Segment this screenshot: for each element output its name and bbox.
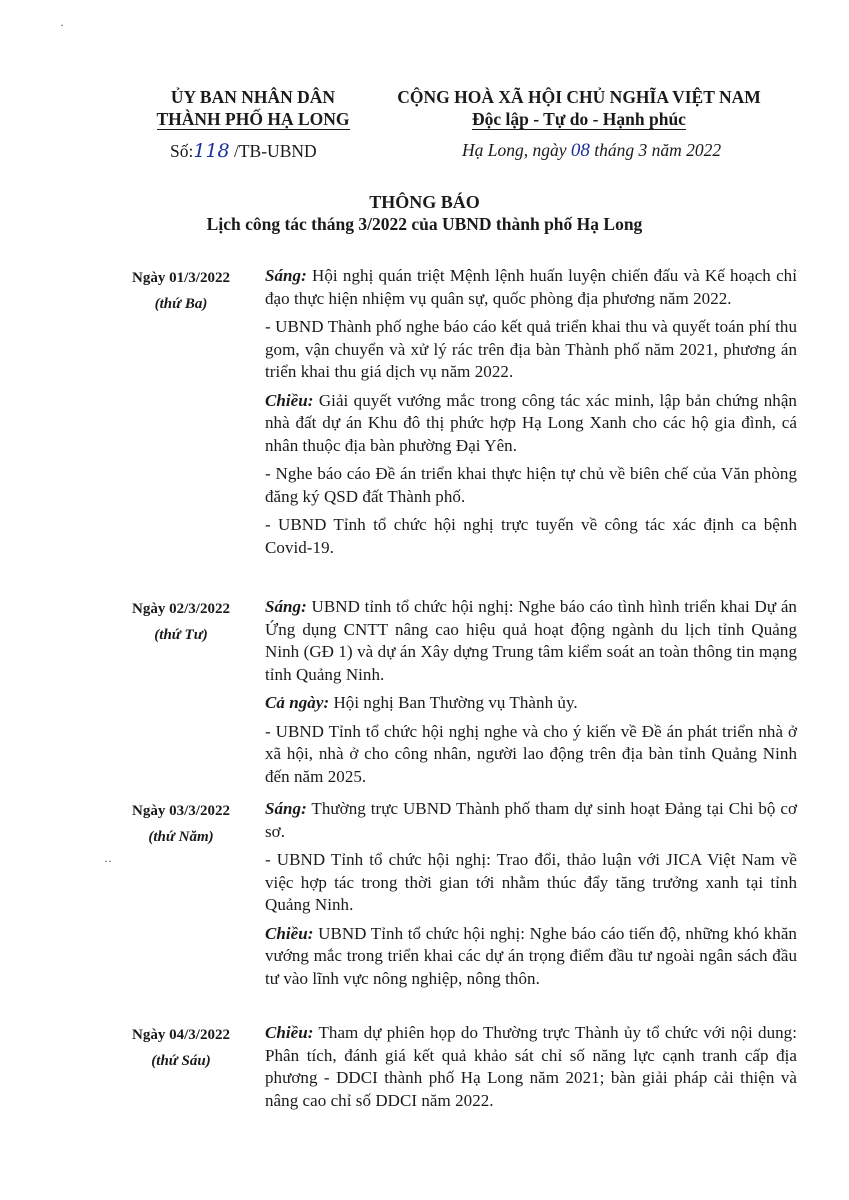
place-date-suffix: tháng 3 năm 2022 [589,140,722,160]
day-date: Ngày 02/3/2022 [132,601,230,617]
session-label: Sáng: [265,266,307,285]
day-weekday: (thứ Năm) [148,829,214,845]
place-and-date [462,140,721,162]
day-weekday: (thứ Tư) [154,627,208,643]
schedule-item [265,849,797,917]
day-date: Ngày 03/3/2022 [132,803,230,819]
session-label: Cả ngày: [265,693,330,712]
schedule-item [265,923,797,991]
item-text: - Nghe báo cáo Đề án triển khai thực hiện tự chủ về biên chế của Văn phòng đăng ký QSD đất Thành phố. [265,464,797,506]
schedule-item [265,463,797,508]
day-heading [96,798,266,850]
schedule-item [265,514,797,559]
document-number [170,140,317,162]
item-text: Giải quyết vướng mắc trong công tác xác minh, lập bản chứng nhận nhà đất dự án Khu đô thị phức hợp Hạ Long Xanh cho các hộ gia đình, cá nhân thuộc địa bàn phường Đại Yên. [265,390,797,455]
org-line-2: THÀNH PHỐ HẠ LONG [156,109,350,129]
item-text: Thường trực UBND Thành phố tham dự sinh hoạt Đảng tại Chi bộ cơ sơ. [265,799,797,841]
doc-number-handwritten: 118 [193,140,230,162]
place-date-day-handwritten: 08 [570,140,590,161]
item-text: - UBND Tỉnh tổ chức hội nghị nghe và cho ý kiến về Đề án phát triển nhà ở xã hội, nhà ở cho công nhân, người lao động trên địa bàn tỉnh Quảng Ninh đến năm 2025. [265,721,797,786]
day-content [265,1022,797,1118]
session-label: Chiều: [265,1023,314,1042]
item-text: - UBND Thành phố nghe báo cáo kết quả triển khai thu và quyết toán phí thu gom, vận chuyển và xử lý rác trên địa bàn Thành phố năm 2021, phương án triển khai thu giá dịch vụ năm 2022. [265,317,797,381]
day-date: Ngày 01/3/2022 [132,270,230,286]
issuing-organization [128,86,378,130]
nation-line-1: CỘNG HOÀ XÃ HỘI CHỦ NGHĨA VIỆT NAM [397,87,761,107]
session-label: Sáng: [265,597,307,616]
schedule-item [265,390,797,458]
schedule-item [265,596,797,686]
nation-line-2: Độc lập - Tự do - Hạnh phúc [472,109,686,129]
item-text: Hội nghị quán triệt Mệnh lệnh huấn luyện chiến đấu và Kế hoạch chỉ đạo thực hiện nhiệm vụ quân sự, quốc phòng địa phương năm 2022. [265,266,797,308]
schedule-item [265,798,797,843]
doc-number-prefix: Số: [170,141,194,161]
item-text: Hội nghị Ban Thường vụ Thành ủy. [329,693,578,712]
schedule-item [265,692,797,715]
document-title: THÔNG BÁO [369,192,480,212]
session-label: Chiều: [265,923,314,943]
item-text: UBND tỉnh tổ chức hội nghị: Nghe báo cáo tình hình triển khai Dự án Ứng dụng CNTT nâng cao hiệu quả hoạt động ngành du lịch tỉnh Quảng Ninh (GĐ 1) và dự án Xây dựng Trung tâm kiểm soát an toàn thông tin mạng tỉnh Quảng Ninh. [265,597,797,684]
item-text: Tham dự phiên họp do Thường trực Thành ủy tổ chức với nội dung: Phân tích, đánh giá kết quả khảo sát chỉ số năng lực cạnh tranh cấp địa phương - DDCI thành phố Hạ Long năm 2021; bàn giải pháp cải thiện và nâng cao chỉ số DDCI năm 2022. [265,1023,797,1110]
doc-number-suffix: /TB-UBND [229,141,317,161]
session-label: Sáng: [265,799,307,818]
day-heading [96,596,266,648]
day-content [265,798,797,996]
place-date-prefix: Hạ Long, ngày [462,140,571,160]
day-date: Ngày 04/3/2022 [132,1027,230,1043]
item-text: - UBND Tỉnh tổ chức hội nghị trực tuyến về công tác xác định ca bệnh Covid-19. [265,515,797,557]
day-weekday: (thứ Sáu) [151,1053,211,1069]
scan-speck: ·· [104,854,112,868]
day-heading [96,265,266,317]
item-text: - UBND Tỉnh tổ chức hội nghị: Trao đổi, thảo luận với JICA Việt Nam về việc hợp tác trong thời gian tới nhằm thúc đẩy tăng trưởng xanh tại tỉnh Quảng Ninh. [265,850,797,914]
day-content [265,596,797,794]
org-line-1: ỦY BAN NHÂN DÂN [170,87,336,107]
day-weekday: (thứ Ba) [154,296,208,312]
session-label: Chiều: [265,390,314,410]
item-text: UBND Tỉnh tổ chức hội nghị: Nghe báo cáo tiến độ, những khó khăn vướng mắc trong triển khai các dự án trọng điểm đầu tư ngoài ngân sách đầu tư vào lĩnh vực nông nghiệp, nông thôn. [265,923,797,988]
national-motto [383,86,775,130]
scan-speck: · [60,18,64,32]
schedule-item [265,265,797,310]
day-content [265,265,797,565]
day-heading [96,1022,266,1074]
schedule-item [265,316,797,384]
schedule-item [265,721,797,789]
document-subtitle: Lịch công tác tháng 3/2022 của UBND thành phố Hạ Long [206,214,643,234]
schedule-item [265,1022,797,1112]
